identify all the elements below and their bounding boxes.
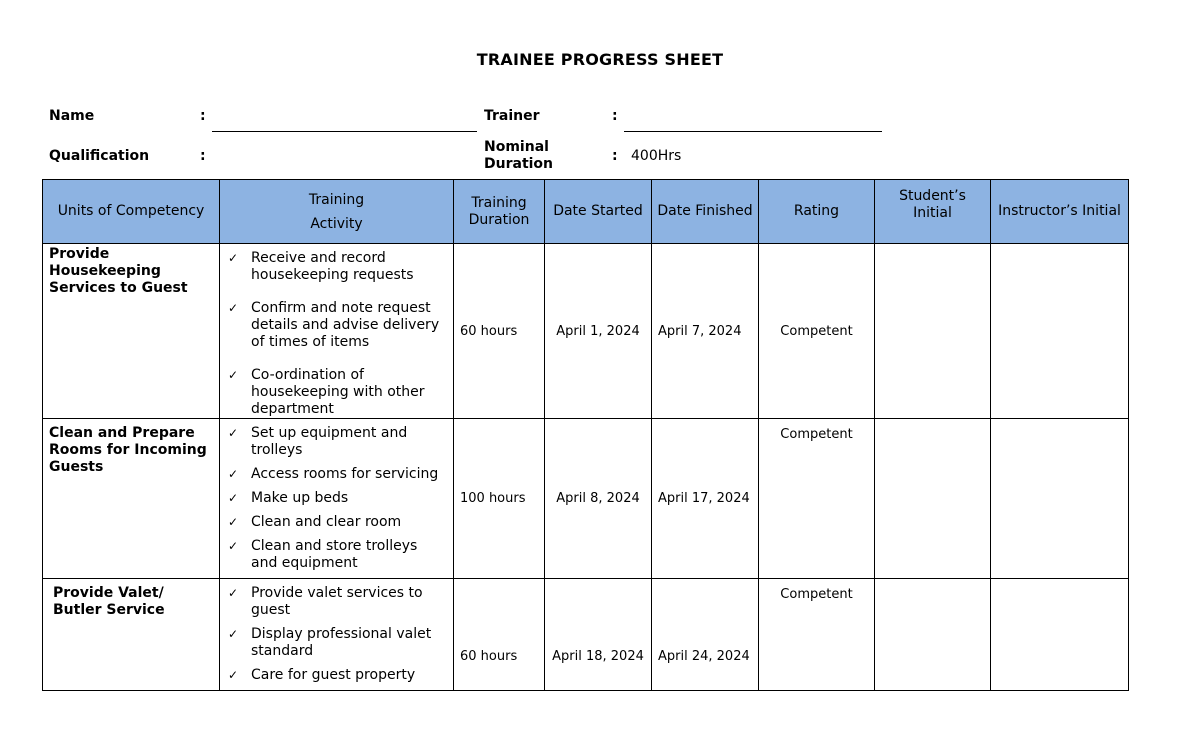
check-icon: ✓ — [228, 301, 239, 315]
unit-cell: Clean and Prepare Rooms for Incoming Guests — [43, 419, 220, 579]
activity-text: Clean and store trolleys and equipment — [251, 538, 418, 571]
activity-item — [226, 300, 447, 351]
rating-cell: Competent — [759, 419, 875, 579]
activity-item — [226, 538, 447, 572]
activities-cell — [220, 419, 454, 579]
instructor-initial-cell[interactable] — [991, 419, 1129, 579]
check-icon: ✓ — [228, 668, 239, 682]
header-date-finished: Date Finished — [652, 180, 759, 244]
check-icon: ✓ — [228, 467, 239, 481]
activity-item — [226, 514, 447, 531]
header-activity-line1: Training — [308, 191, 365, 208]
table-header-row — [43, 180, 1129, 244]
check-icon: ✓ — [228, 368, 239, 382]
instructor-initial-cell[interactable] — [991, 579, 1129, 691]
header-activity-line2: Activity — [310, 215, 363, 232]
activity-item — [226, 585, 447, 619]
table-row — [43, 244, 1129, 419]
header-date-started: Date Started — [545, 180, 652, 244]
date-finished-cell: April 17, 2024 — [652, 419, 759, 579]
date-finished-cell: April 7, 2024 — [652, 244, 759, 419]
header-student-initial: Student’s Initial — [875, 180, 991, 244]
trainer-label: Trainer — [484, 108, 540, 124]
activity-item — [226, 626, 447, 660]
duration-cell: 100 hours — [454, 419, 545, 579]
activity-item — [226, 250, 447, 284]
activity-text: Care for guest property — [251, 667, 416, 683]
trainer-field[interactable] — [624, 131, 882, 132]
rating-cell: Competent — [759, 579, 875, 691]
check-icon: ✓ — [228, 539, 239, 553]
table-row — [43, 419, 1129, 579]
check-icon: ✓ — [228, 627, 239, 641]
duration-cell: 60 hours — [454, 244, 545, 419]
table-row — [43, 579, 1129, 691]
student-initial-cell[interactable] — [875, 419, 991, 579]
student-initial-cell[interactable] — [875, 579, 991, 691]
activity-item — [226, 367, 447, 418]
activity-item — [226, 490, 447, 507]
date-finished-cell: April 24, 2024 — [652, 579, 759, 691]
header-rating: Rating — [759, 180, 875, 244]
trainer-colon: : — [612, 108, 618, 124]
instructor-initial-cell[interactable] — [991, 244, 1129, 419]
student-initial-cell[interactable] — [875, 244, 991, 419]
check-icon: ✓ — [228, 426, 239, 440]
activity-text: Access rooms for servicing — [251, 466, 439, 482]
activity-text: Confirm and note request details and advise delivery of times of items — [251, 300, 440, 350]
date-started-cell: April 18, 2024 — [545, 579, 652, 691]
qualification-colon: : — [200, 148, 206, 164]
header-units: Units of Competency — [43, 180, 220, 244]
qualification-label: Qualification — [49, 148, 150, 164]
nominal-duration-colon: : — [612, 148, 618, 164]
activity-text: Display professional valet standard — [251, 626, 432, 659]
check-icon: ✓ — [228, 515, 239, 529]
name-colon: : — [200, 108, 206, 124]
check-icon: ✓ — [228, 491, 239, 505]
unit-cell: Provide Housekeeping Services to Guest — [43, 244, 220, 419]
header-instructor-initial: Instructor’s Initial — [991, 180, 1129, 244]
activities-cell — [220, 579, 454, 691]
activity-item — [226, 466, 447, 483]
check-icon: ✓ — [228, 586, 239, 600]
activity-item — [226, 425, 447, 459]
activity-item — [226, 667, 447, 684]
duration-cell: 60 hours — [454, 579, 545, 691]
page-title: TRAINEE PROGRESS SHEET — [476, 50, 724, 69]
progress-table — [42, 179, 1129, 691]
activity-text: Clean and clear room — [251, 514, 402, 530]
activity-text: Co-ordination of housekeeping with other department — [251, 367, 425, 417]
nominal-duration-label: Nominal Duration — [484, 139, 554, 172]
activities-cell — [220, 244, 454, 419]
unit-text: Provide Valet/ Butler Service — [53, 585, 165, 618]
activity-text: Make up beds — [251, 490, 349, 506]
nominal-duration-value: 400Hrs — [631, 148, 682, 164]
header-duration: Training Duration — [454, 180, 545, 244]
activity-text: Provide valet services to guest — [251, 585, 423, 618]
activity-text: Receive and record housekeeping requests — [251, 250, 414, 283]
date-started-cell: April 8, 2024 — [545, 419, 652, 579]
name-field[interactable] — [212, 131, 477, 132]
header-activity — [220, 180, 454, 244]
unit-cell — [43, 579, 220, 691]
activity-text: Set up equipment and trolleys — [251, 425, 408, 458]
check-icon: ✓ — [228, 251, 239, 265]
name-label: Name — [49, 108, 95, 124]
rating-cell: Competent — [759, 244, 875, 419]
date-started-cell: April 1, 2024 — [545, 244, 652, 419]
